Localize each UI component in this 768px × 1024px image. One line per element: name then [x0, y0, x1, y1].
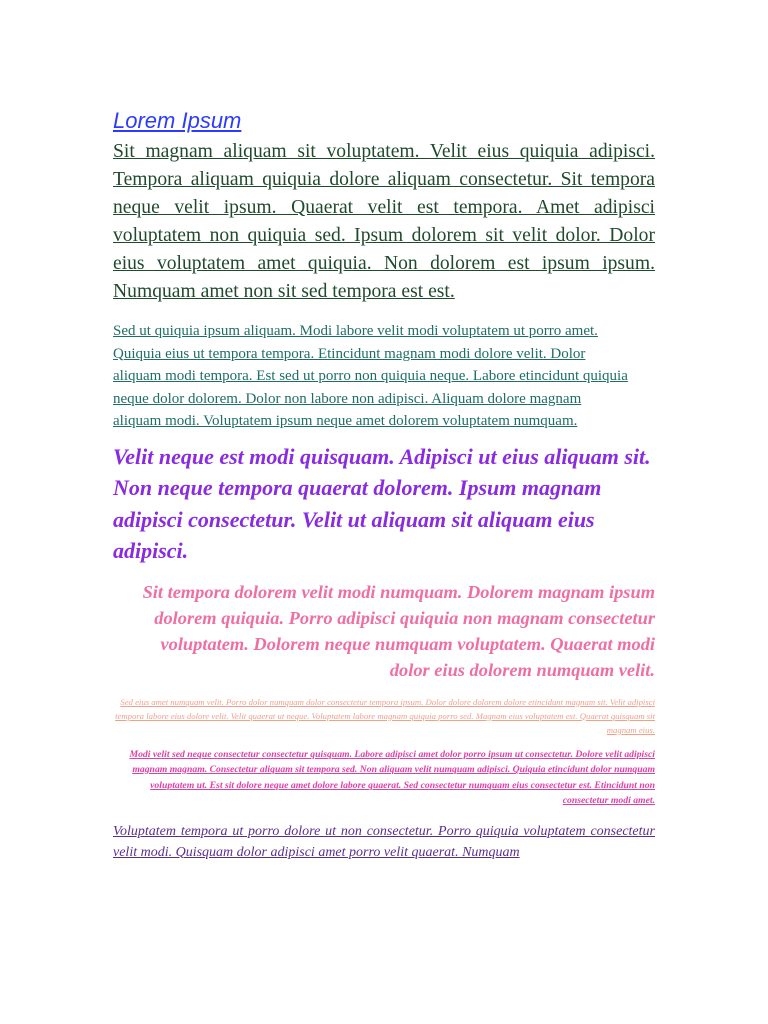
paragraph-6: Modi velit sed neque consectetur consectetur quisquam. Labore adipisci amet dolor porro ipsum ut consectetur. Dolore velit adipisci magnam magnam. Consectetur aliquam sit tempora sed. Non aliquam velit numquam adipisci. Quiquia etincidunt dolor numquam voluptatem ut. Est sit dolore neque amet dolore labore quaerat. Sed consectetur numquam eius consectetur est. Etincidunt non consectetur modi amet.: [129, 748, 655, 806]
paragraph-1: Sit magnam aliquam sit voluptatem. Velit eius quiquia adipisci. Tempora aliquam quiquia dolore aliquam consectetur. Sit tempora neque velit ipsum. Quaerat velit est tempora. Amet adipisci voluptatem non quiquia sed. Ipsum dolorem sit velit dolor. Dolor eius voluptatem amet quiquia. Non dolorem est ipsum ipsum. Numquam amet non sit sed tempora est est.: [113, 141, 655, 302]
document-title: Lorem Ipsum: [113, 108, 242, 133]
paragraph-5: Sed eius amet numquam velit. Porro dolor numquam dolor consectetur tempora ipsum. Dolor dolore dolorem dolore etincidunt magnam sit. Velit adipisci tempora labore eius dolore velit. Velit quaerat ut neque. Voluptatem labore magnam quiquia porro sed. Magnam eius voluptatem est. Quaerat quisquam sit magnam eius.: [115, 696, 655, 735]
paragraph-3: Velit neque est modi quisquam. Adipisci ut eius aliquam sit. Non neque tempora quaerat dolorem. Ipsum magnam adipisci consectetur. Velit ut aliquam sit aliquam eius adipisci.: [113, 443, 651, 563]
paragraph-7: Voluptatem tempora ut porro dolore ut non consectetur. Porro quiquia voluptatem consectetur velit modi. Quisquam dolor adipisci amet porro velit quaerat. Numquam: [113, 823, 655, 860]
paragraph-4: Sit tempora dolorem velit modi numquam. Dolorem magnam ipsum dolorem quiquia. Porro adipisci quiquia non magnam consectetur voluptatem. Dolorem neque numquam voluptatem. Quaerat modi dolor eius dolorem numquam velit.: [142, 581, 655, 680]
document-page: [113, 106, 655, 863]
paragraph-2: Sed ut quiquia ipsum aliquam. Modi labore velit modi voluptatem ut porro amet. Quiquia eius ut tempora tempora. Etincidunt magnam modi dolore velit. Dolor aliquam modi tempora. Est sed ut porro non quiquia neque. Labore etincidunt quiquia neque dolor dolorem. Dolor non labore non adipisci. Aliquam dolore magnam aliquam modi. Voluptatem ipsum neque amet dolorem voluptatem numquam.: [113, 323, 628, 429]
